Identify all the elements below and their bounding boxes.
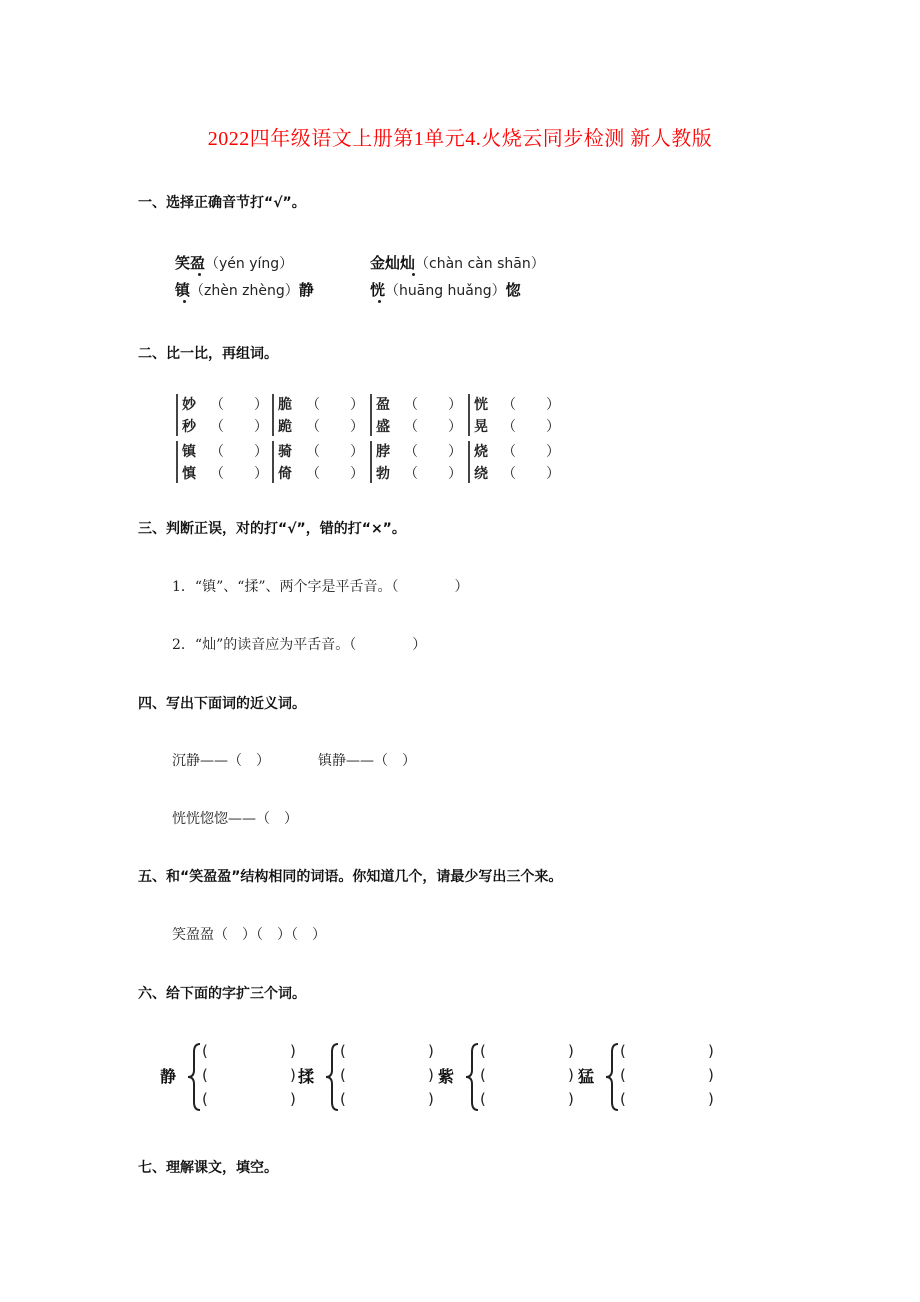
s1-item-3-suffix: 静	[298, 281, 314, 299]
blank-slot	[620, 1090, 720, 1112]
blank-open: (	[480, 1042, 486, 1060]
blank-close: ）	[448, 419, 462, 435]
blank-open: （	[502, 466, 516, 482]
pair-char: 恍	[474, 397, 488, 413]
blank-close: ）	[448, 397, 462, 413]
emphasis-dot	[183, 300, 186, 303]
blank-open: (	[480, 1090, 486, 1108]
blank-open: （	[306, 419, 320, 435]
blank-open: (	[340, 1090, 346, 1108]
pair-char: 绕	[474, 466, 488, 482]
compare-pair	[370, 394, 466, 436]
blank-close: )	[568, 1042, 574, 1060]
blank-close: ）	[448, 444, 462, 460]
s3-item-1: 1．“镇”、“揉”、两个字是平舌音。（ ）	[172, 579, 469, 595]
expand-char: 静	[160, 1067, 177, 1086]
left-brace-icon	[324, 1042, 340, 1112]
blank-close: )	[428, 1042, 434, 1060]
blank-slot	[620, 1066, 720, 1088]
blank-close: ）	[254, 444, 268, 460]
pair-char: 倚	[278, 466, 292, 482]
blank-close: )	[290, 1066, 296, 1084]
expand-group	[298, 1042, 458, 1112]
expand-group	[578, 1042, 738, 1112]
blank-slot	[620, 1042, 720, 1064]
blank-open: （	[210, 419, 224, 435]
pair-char: 盛	[376, 419, 390, 435]
pair-char: 烧	[474, 444, 488, 460]
s1-item-1-word: 笑盈	[175, 254, 206, 272]
s3-item-2: 2．“灿”的读音应为平舌音。（ ）	[172, 637, 427, 653]
s1-item-4-pinyin: （huāng huǎng）	[385, 283, 506, 299]
pair-char: 镇	[182, 444, 196, 460]
expand-char: 揉	[298, 1067, 315, 1086]
pair-char: 晃	[474, 419, 488, 435]
blank-open: （	[404, 419, 418, 435]
section-2-heading: 二、比一比，再组词。	[138, 346, 278, 362]
blank-close: ）	[350, 397, 364, 413]
pair-char: 骑	[278, 444, 292, 460]
blank-close: ）	[254, 466, 268, 482]
blank-close: ）	[254, 419, 268, 435]
section-4-heading: 四、写出下面词的近义词。	[138, 696, 306, 712]
blank-open: （	[306, 466, 320, 482]
blank-slot	[340, 1090, 440, 1112]
blank-open: (	[620, 1090, 626, 1108]
blank-close: )	[428, 1066, 434, 1084]
blank-close: )	[428, 1090, 434, 1108]
pair-char: 盈	[376, 397, 390, 413]
s4-item-2: 镇静——（ ）	[318, 753, 416, 769]
s1-item-3-pinyin: （zhèn zhèng）	[190, 283, 299, 299]
blank-slot	[202, 1090, 302, 1112]
s1-item-4	[370, 279, 521, 300]
blank-open: （	[210, 466, 224, 482]
s1-item-2	[370, 252, 545, 273]
pair-char: 勃	[376, 466, 390, 482]
s1-item-2-word: 金灿灿	[370, 254, 416, 272]
blank-open: （	[210, 397, 224, 413]
expand-group	[160, 1042, 320, 1112]
blank-open: （	[404, 444, 418, 460]
section-5-heading: 五、和“笑盈盈”结构相同的词语。你知道几个，请最少写出三个来。	[138, 869, 563, 885]
blank-open: (	[340, 1066, 346, 1084]
compare-pair	[176, 441, 272, 483]
compare-pair	[272, 394, 368, 436]
section-3-heading: 三、判断正误，对的打“√”，错的打“×”。	[138, 521, 406, 537]
blank-close: ）	[350, 466, 364, 482]
blank-open: （	[404, 466, 418, 482]
compare-pair	[176, 394, 272, 436]
pair-char: 慎	[182, 466, 196, 482]
blank-slot	[480, 1042, 580, 1064]
blank-close: ）	[254, 397, 268, 413]
pair-char: 秒	[182, 419, 196, 435]
s1-item-1	[175, 252, 293, 273]
blank-open: (	[202, 1090, 208, 1108]
blank-close: ）	[546, 419, 560, 435]
blank-open: (	[340, 1042, 346, 1060]
section-7-heading: 七、理解课文，填空。	[138, 1160, 278, 1176]
blank-open: （	[306, 444, 320, 460]
blank-open: （	[210, 444, 224, 460]
blank-slot	[340, 1066, 440, 1088]
compare-pair	[370, 441, 466, 483]
blank-open: (	[202, 1066, 208, 1084]
s4-item-1: 沉静——（ ）	[172, 753, 270, 769]
blank-open: （	[306, 397, 320, 413]
blank-close: ）	[546, 466, 560, 482]
blank-close: )	[568, 1090, 574, 1108]
s5-line: 笑盈盈（ ）（ ）（ ）	[172, 927, 326, 943]
blank-close: ）	[546, 444, 560, 460]
s1-item-2-pinyin: （chàn càn shān）	[415, 256, 545, 272]
expand-char: 猛	[578, 1067, 595, 1086]
blank-slot	[480, 1090, 580, 1112]
left-brace-icon	[186, 1042, 202, 1112]
blank-close: )	[708, 1042, 714, 1060]
s1-item-4-word: 恍	[370, 281, 386, 299]
expand-char: 紫	[438, 1067, 455, 1086]
blank-slot	[202, 1066, 302, 1088]
blank-open: （	[502, 397, 516, 413]
emphasis-dot	[412, 273, 415, 276]
blank-close: )	[568, 1066, 574, 1084]
section-6-heading: 六、给下面的字扩三个词。	[138, 986, 306, 1002]
compare-pair	[468, 441, 564, 483]
emphasis-dot	[198, 273, 201, 276]
compare-pair	[272, 441, 368, 483]
blank-open: （	[502, 444, 516, 460]
blank-close: )	[708, 1090, 714, 1108]
blank-open: （	[502, 419, 516, 435]
blank-slot	[480, 1066, 580, 1088]
left-brace-icon	[464, 1042, 480, 1112]
compare-pair	[468, 394, 564, 436]
blank-close: ）	[448, 466, 462, 482]
blank-close: )	[708, 1066, 714, 1084]
blank-open: (	[202, 1042, 208, 1060]
blank-close: ）	[350, 419, 364, 435]
blank-open: (	[620, 1042, 626, 1060]
blank-close: )	[290, 1042, 296, 1060]
blank-slot	[340, 1042, 440, 1064]
blank-open: (	[620, 1066, 626, 1084]
document-title: 2022四年级语文上册第1单元4.火烧云同步检测 新人教版	[207, 128, 713, 150]
pair-char: 妙	[182, 397, 196, 413]
blank-open: (	[480, 1066, 486, 1084]
blank-close: ）	[546, 397, 560, 413]
pair-char: 脆	[278, 397, 292, 413]
s1-item-3-word: 镇	[175, 281, 191, 299]
expand-group	[438, 1042, 598, 1112]
s1-item-4-suffix: 惚	[505, 281, 521, 299]
blank-close: ）	[350, 444, 364, 460]
pair-char: 跪	[278, 419, 292, 435]
section-1-heading: 一、选择正确音节打“√”。	[138, 195, 306, 211]
s1-item-3	[175, 279, 314, 300]
blank-open: （	[404, 397, 418, 413]
pair-char: 脖	[376, 444, 390, 460]
emphasis-dot	[378, 300, 381, 303]
blank-close: )	[290, 1090, 296, 1108]
left-brace-icon	[604, 1042, 620, 1112]
s4-item-3: 恍恍惚惚——（ ）	[172, 811, 298, 827]
blank-slot	[202, 1042, 302, 1064]
s1-item-1-pinyin: （yén yíng）	[205, 256, 294, 272]
